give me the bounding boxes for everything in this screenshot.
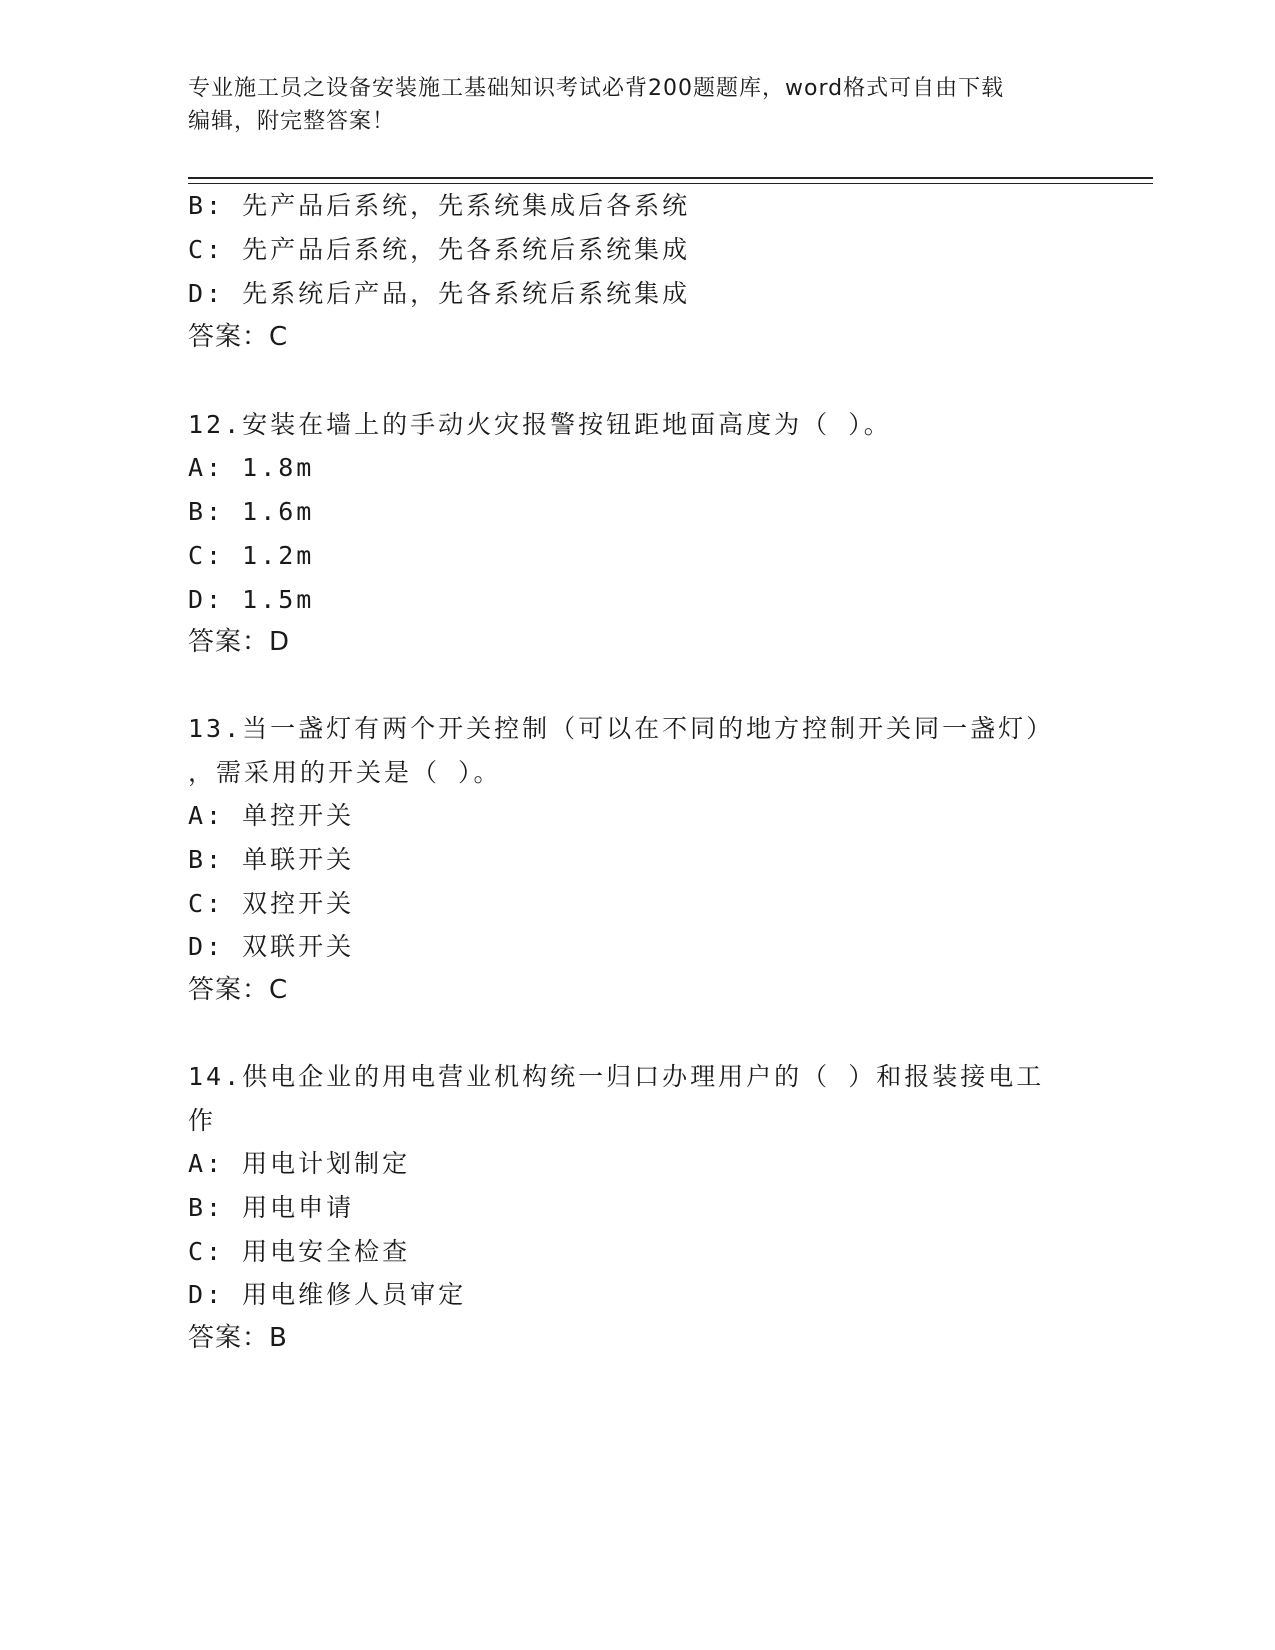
- q13-question-line1: 13.当一盏灯有两个开关控制（可以在不同的地方控制开关同一盏灯）: [188, 714, 1055, 743]
- q12-option-c: C: 1.2m: [188, 541, 315, 570]
- q11-option-b: B: 先产品后系统，先系统集成后各系统: [188, 191, 691, 220]
- q11-answer: 答案：C: [188, 322, 289, 352]
- q14-option-a: A: 用电计划制定: [188, 1149, 411, 1178]
- q12-answer: 答案：D: [188, 627, 291, 657]
- q13-option-c: C: 双控开关: [188, 889, 355, 918]
- q12-option-a: A: 1.8m: [188, 453, 315, 482]
- header-title-line1: 专业施工员之设备安装施工基础知识考试必背200题题库，word格式可自由下载: [188, 76, 1005, 101]
- q13-answer: 答案：C: [188, 975, 289, 1005]
- document-header: [188, 72, 1068, 138]
- q14-option-d: D: 用电维修人员审定: [188, 1280, 467, 1309]
- q12-question: 12.安装在墙上的手动火灾报警按钮距地面高度为（ ）。: [188, 410, 892, 439]
- q14-question-line1: 14.供电企业的用电营业机构统一归口办理用户的（ ）和报装接电工: [188, 1062, 1045, 1091]
- header-title-line2: 编辑，附完整答案！: [188, 109, 396, 134]
- q11-option-d: D: 先系统后产品，先各系统后系统集成: [188, 279, 691, 308]
- q13-option-a: A: 单控开关: [188, 801, 355, 830]
- q14-question-line2: 作: [188, 1106, 217, 1135]
- q14-option-b: B: 用电申请: [188, 1193, 355, 1222]
- q13-option-b: B: 单联开关: [188, 845, 355, 874]
- q14-option-c: C: 用电安全检查: [188, 1237, 411, 1266]
- q13-question-line2: ，需采用的开关是（ ）。: [188, 758, 502, 787]
- q11-option-c: C: 先产品后系统，先各系统后系统集成: [188, 235, 691, 264]
- q13-option-d: D: 双联开关: [188, 932, 355, 961]
- q12-option-d: D: 1.5m: [188, 585, 315, 614]
- q12-option-b: B: 1.6m: [188, 497, 315, 526]
- header-divider-thick: [188, 177, 1153, 179]
- q14-answer: 答案：B: [188, 1323, 288, 1353]
- header-divider-thin: [188, 183, 1153, 184]
